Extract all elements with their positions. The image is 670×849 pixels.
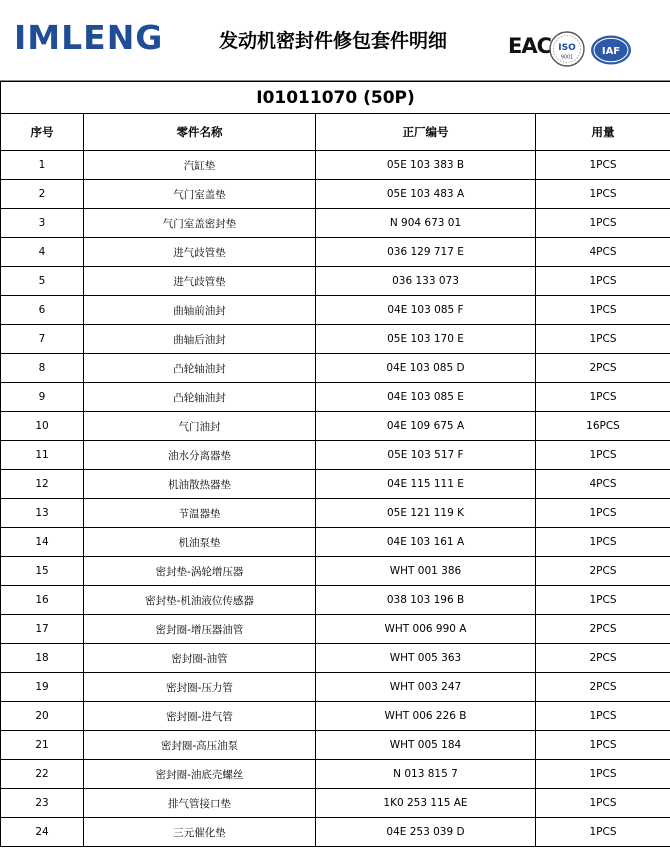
cell-part-name: 密封圈-进气管 [84,702,316,731]
cell-part-name: 密封圈-高压油泵 [84,731,316,760]
cell-part-number: WHT 001 386 [316,557,536,586]
cell-quantity: 1PCS [536,383,670,412]
cell-quantity: 16PCS [536,412,670,441]
cell-number: 8 [1,354,84,383]
table-row [1,760,670,789]
table-row [1,267,670,296]
cell-part-number: 05E 121 119 K [316,499,536,528]
table-row [1,441,670,470]
cell-part-number: 05E 103 383 B [316,151,536,180]
cell-part-name: 气门室盖垫 [84,180,316,209]
model-number: I01011070 (50P) [1,82,670,114]
table-row [1,499,670,528]
cell-part-number: 05E 103 170 E [316,325,536,354]
cell-part-name: 进气歧管垫 [84,238,316,267]
cell-part-name: 机油泵垫 [84,528,316,557]
table-row [1,528,670,557]
table-row [1,586,670,615]
table-row [1,731,670,760]
cell-quantity: 1PCS [536,528,670,557]
table-row [1,209,670,238]
document-title: 发动机密封件修包套件明细 [219,30,448,52]
cell-part-name: 凸轮轴油封 [84,354,316,383]
cell-part-name: 气门油封 [84,412,316,441]
cell-number: 4 [1,238,84,267]
cell-quantity: 1PCS [536,731,670,760]
cell-quantity: 4PCS [536,470,670,499]
table-row [1,470,670,499]
table-row [1,615,670,644]
cell-number: 15 [1,557,84,586]
table-header-row [1,114,670,151]
cell-part-name: 排气管接口垫 [84,789,316,818]
cell-part-name: 汽缸垫 [84,151,316,180]
table-row [1,383,670,412]
cell-number: 17 [1,615,84,644]
cell-part-name: 油水分离器垫 [84,441,316,470]
cell-part-name: 密封圈-油管 [84,644,316,673]
column-header-name: 零件名称 [84,114,316,151]
parts-table [0,81,670,847]
cell-number: 21 [1,731,84,760]
cell-quantity: 1PCS [536,499,670,528]
iso-label: ISO [558,43,576,53]
cell-quantity: 2PCS [536,557,670,586]
cell-part-number: 04E 103 085 F [316,296,536,325]
cell-number: 9 [1,383,84,412]
cell-quantity: 1PCS [536,441,670,470]
table-row [1,644,670,673]
cell-quantity: 1PCS [536,151,670,180]
cell-quantity: 1PCS [536,586,670,615]
cell-part-name: 密封圈-油底壳螺丝 [84,760,316,789]
column-header-quantity: 用量 [536,114,670,151]
cell-part-name: 密封垫-机油液位传感器 [84,586,316,615]
brand-logo: IMLENG [14,18,164,57]
table-row [1,673,670,702]
cell-part-name: 密封圈-增压器油管 [84,615,316,644]
cell-quantity: 4PCS [536,238,670,267]
cell-part-number: N 013 815 7 [316,760,536,789]
cell-part-number: 038 103 196 B [316,586,536,615]
cell-number: 12 [1,470,84,499]
cell-part-number: 036 133 073 [316,267,536,296]
table-row [1,325,670,354]
table-row [1,238,670,267]
parts-table-wrapper [0,81,670,847]
cell-part-name: 气门室盖密封垫 [84,209,316,238]
cell-part-number: WHT 006 226 B [316,702,536,731]
cell-part-number: 05E 103 517 F [316,441,536,470]
column-header-no: 序号 [1,114,84,151]
cell-part-number: 04E 103 085 D [316,354,536,383]
cell-part-number: 05E 103 483 A [316,180,536,209]
table-row [1,296,670,325]
cell-number: 6 [1,296,84,325]
table-row [1,151,670,180]
iso-code: 9001 [560,55,574,61]
cell-number: 1 [1,151,84,180]
cell-quantity: 1PCS [536,296,670,325]
cell-part-name: 进气歧管垫 [84,267,316,296]
table-row [1,557,670,586]
cell-number: 2 [1,180,84,209]
table-row [1,354,670,383]
cell-number: 23 [1,789,84,818]
document-header [0,0,670,81]
cell-number: 18 [1,644,84,673]
eac-mark-icon: EAC [508,34,552,58]
table-row [1,789,670,818]
cell-number: 7 [1,325,84,354]
cell-part-number: 04E 103 161 A [316,528,536,557]
cell-part-number: WHT 006 990 A [316,615,536,644]
table-row [1,180,670,209]
cell-part-name: 机油散热器垫 [84,470,316,499]
cell-quantity: 2PCS [536,615,670,644]
cell-number: 22 [1,760,84,789]
cell-quantity: 1PCS [536,325,670,354]
cell-quantity: 1PCS [536,789,670,818]
cell-part-number: 1K0 253 115 AE [316,789,536,818]
cell-number: 3 [1,209,84,238]
cell-part-number: 04E 253 039 D [316,818,536,847]
cell-part-number: 04E 109 675 A [316,412,536,441]
cell-number: 14 [1,528,84,557]
cell-quantity: 2PCS [536,644,670,673]
column-header-part-number: 正厂编号 [316,114,536,151]
cell-number: 24 [1,818,84,847]
cell-quantity: 1PCS [536,702,670,731]
iaf-label: IAF [601,46,621,57]
certification-marks [508,30,632,70]
cell-quantity: 2PCS [536,673,670,702]
cell-part-name: 节温器垫 [84,499,316,528]
iso-9001-icon [548,30,586,68]
cell-number: 20 [1,702,84,731]
cell-quantity: 2PCS [536,354,670,383]
iaf-mark-icon [590,34,632,66]
cell-quantity: 1PCS [536,209,670,238]
cell-number: 10 [1,412,84,441]
cell-number: 16 [1,586,84,615]
cell-part-number: 036 129 717 E [316,238,536,267]
cell-quantity: 1PCS [536,760,670,789]
cell-part-number: WHT 003 247 [316,673,536,702]
table-row [1,818,670,847]
cell-part-number: WHT 005 363 [316,644,536,673]
cell-part-name: 凸轮轴油封 [84,383,316,412]
cell-part-name: 曲轴前油封 [84,296,316,325]
cell-part-number: 04E 103 085 E [316,383,536,412]
cell-number: 19 [1,673,84,702]
cell-part-number: WHT 005 184 [316,731,536,760]
cell-quantity: 1PCS [536,180,670,209]
cell-part-name: 密封垫-涡轮增压器 [84,557,316,586]
cell-number: 13 [1,499,84,528]
cell-number: 11 [1,441,84,470]
cell-part-number: N 904 673 01 [316,209,536,238]
cell-part-name: 密封圈-压力管 [84,673,316,702]
cell-quantity: 1PCS [536,818,670,847]
table-row [1,702,670,731]
table-row [1,412,670,441]
model-row [1,82,670,114]
cell-quantity: 1PCS [536,267,670,296]
cell-number: 5 [1,267,84,296]
cell-part-name: 曲轴后油封 [84,325,316,354]
cell-part-name: 三元催化垫 [84,818,316,847]
cell-part-number: 04E 115 111 E [316,470,536,499]
